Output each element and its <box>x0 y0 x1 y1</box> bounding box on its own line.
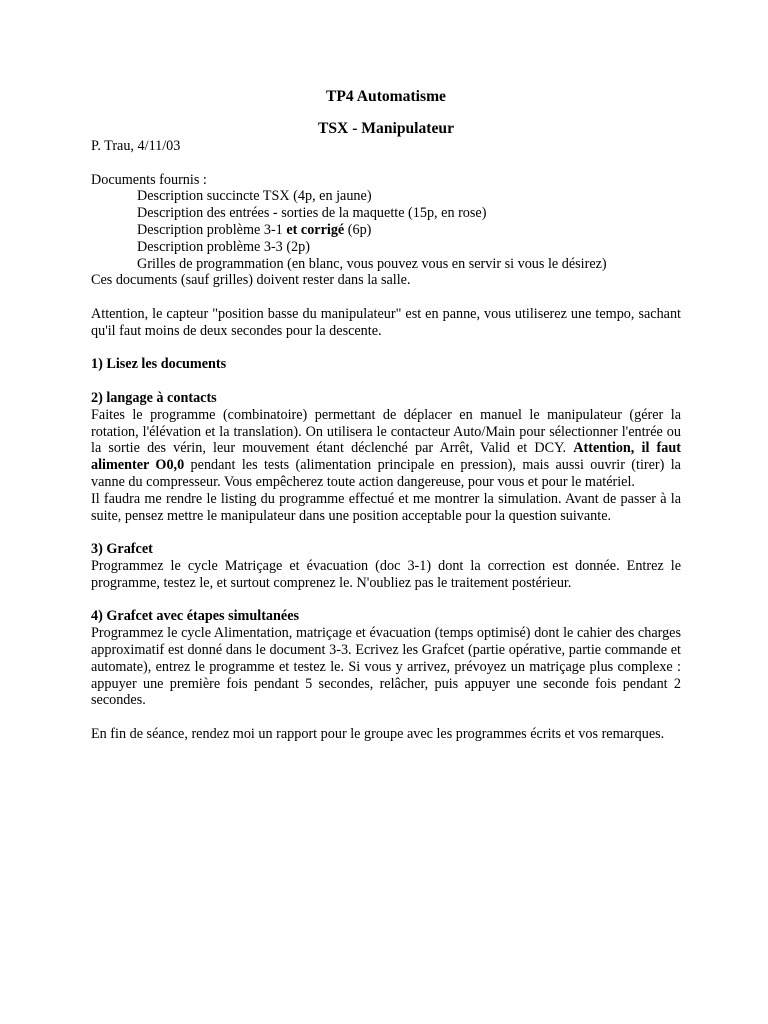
section2-text-post: pendant les tests (alimentation principale en pression), mais aussi ouvrir (tirer) la vanne du compresseur. Vous empêcherez toute action dangereuse, pour vous et pour le matériel. <box>91 457 681 490</box>
documents-item: Description des entrées - sorties de la maquette (15p, en rose) <box>137 205 487 222</box>
spacer <box>91 373 681 390</box>
documents-section <box>91 172 681 290</box>
documents-item: Grilles de programmation (en blanc, vous pouvez vous en servir si vous le désirez) <box>137 255 607 272</box>
section3-heading: 3) Grafcet <box>91 541 153 558</box>
section3-paragraph: Programmez le cycle Matriçage et évacuation (doc 3-1) dont la correction est donnée. Entrez le programme, testez le, et surtout comprenez le. N'oubliez pas le traitement postérieur. <box>91 557 681 591</box>
documents-item3-pre: Description problème 3-1 <box>137 221 287 238</box>
section4-heading: 4) Grafcet avec étapes simultanées <box>91 608 300 625</box>
spacer <box>91 524 681 541</box>
spacer <box>91 289 681 306</box>
author-date: P. Trau, 4/11/03 <box>91 138 181 154</box>
spacer <box>91 155 681 172</box>
spacer <box>91 592 681 609</box>
closing-paragraph: En fin de séance, rendez moi un rapport pour le groupe avec les programmes écrits et vos remarques. <box>91 725 665 742</box>
section2-text-bold: Attention, il faut alimenter O0,0 <box>91 440 681 474</box>
section2-paragraph-2: Il faudra me rendre le listing du programme effectué et me montrer la simulation. Avant de passer à la suite, pensez mettre le manipulateur dans une position acceptable pour la question suivante. <box>91 490 681 524</box>
document-title: TP4 Automatisme <box>326 88 446 105</box>
document-subtitle: TSX - Manipulateur <box>317 120 455 137</box>
documents-item3-bold: et corrigé <box>286 221 345 238</box>
documents-item3-post: (6p) <box>344 221 372 238</box>
section3 <box>91 541 681 591</box>
documents-item: Description problème 3-3 (2p) <box>137 238 310 255</box>
section2-text-pre: Faites le programme (combinatoire) permettant de déplacer en manuel le manipulateur (gérer la rotation, l'élévation et la translation). On utilisera le contacteur Auto/Main pour sélectionner l'entrée ou la sortie des vérin, leur mouvement étant déclenché par Arrêt, Valid et DCY. <box>91 406 681 457</box>
documents-item <box>91 222 681 239</box>
section1-heading: 1) Lisez les documents <box>91 356 227 373</box>
section4-paragraph: Programmez le cycle Alimentation, matriçage et évacuation (temps optimisé) dont le cahier des charges approximatif est donné dans le document 3-3. Ecrivez les Grafcet (partie opérative, partie commande et automate), entrez le programme et testez le. Si vous y arrivez, prévoyez un matriçage plus complexe : appuyer une première fois pendant 5 secondes, relâcher, puis appuyer une seconde fois pendant 2 secondes. <box>91 625 681 709</box>
section4 <box>91 608 681 709</box>
spacer <box>91 709 681 726</box>
document-page <box>91 88 681 743</box>
documents-footer: Ces documents (sauf grilles) doivent rester dans la salle. <box>91 272 411 289</box>
section2-heading: 2) langage à contacts <box>91 389 217 406</box>
spacer <box>91 340 681 357</box>
documents-heading: Documents fournis : <box>91 171 207 188</box>
attention-paragraph: Attention, le capteur "position basse du manipulateur" est en panne, vous utiliserez une tempo, sachant qu'il faut moins de deux secondes pour la descente. <box>91 305 681 339</box>
documents-item: Description succincte TSX (4p, en jaune) <box>137 188 372 205</box>
section2 <box>91 390 681 524</box>
section2-paragraph <box>91 407 681 491</box>
